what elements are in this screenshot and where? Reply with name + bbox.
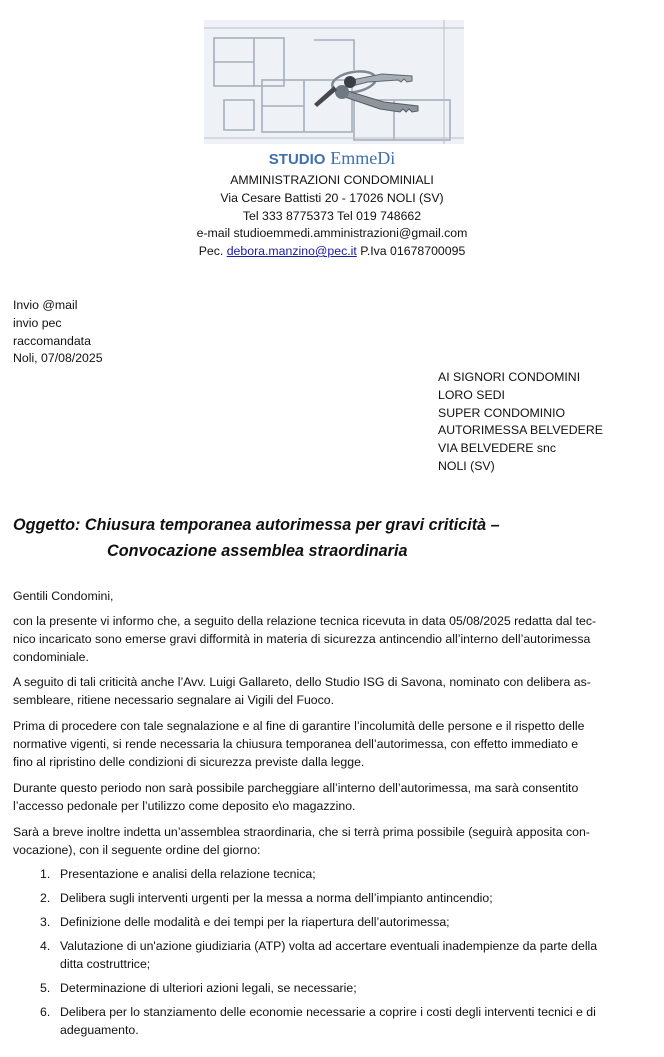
- subject-line: Convocazione assemblea straordinaria: [107, 542, 408, 560]
- agenda-item: [13, 914, 653, 932]
- body-paragraph: [13, 674, 653, 710]
- paragraph-line: l’accesso pedonale per l’utilizzo come deposito e\o magazzino.: [13, 798, 356, 813]
- greeting: Gentili Condomini,: [13, 589, 114, 603]
- recipient-line: VIA BELVEDERE snc: [438, 441, 557, 456]
- paragraph-line: nico incaricato sono emerse gravi difformità in materia di sicurezza antincendio all’interno dell’autorimessa: [13, 631, 591, 646]
- pec-email-link[interactable]: debora.manzino@pec.it: [226, 244, 357, 258]
- paragraph-line: Durante questo periodo non sarà possibile parcheggiare all’interno dell’autorimessa, ma sarà consentito: [13, 781, 579, 795]
- agenda-item: [13, 980, 653, 998]
- blueprint-keys-image: [204, 20, 464, 144]
- recipient-line: NOLI (SV): [438, 458, 495, 473]
- subject-line: Oggetto: Chiusura temporanea autorimessa per gravi criticità –: [13, 516, 500, 534]
- body-paragraph: [13, 718, 653, 771]
- paragraph-line: Sarà a breve inoltre indetta un’assemblea straordinaria, che si terrà prima possibile (seguirà apposita con-: [13, 825, 590, 839]
- studio-subtitle: AMMINISTRAZIONI CONDOMINIALI: [230, 173, 434, 187]
- studio-pec-line: [0, 243, 664, 261]
- paragraph-line: fino al ripristino delle condizioni di sicurezza previste dalla legge.: [13, 754, 365, 769]
- studio-name: [0, 147, 664, 171]
- paragraph-line: con la presente vi informo che, a seguito della relazione tecnica ricevuta in data 05/08/2025 redatta dal tec-: [13, 614, 597, 628]
- sending-line: Invio @mail: [13, 298, 78, 312]
- sending-line: invio pec: [13, 315, 62, 330]
- paragraph-line: A seguito di tali criticità anche l’Avv. Luigi Gallareto, dello Studio ISG di Savona, nominato con delibera as-: [13, 675, 591, 689]
- agenda-text: Delibera sugli interventi urgenti per la messa a norma dell’impianto antincendio;: [60, 890, 493, 905]
- recipient-line: SUPER CONDOMINIO: [438, 405, 566, 420]
- agenda-item: [13, 866, 653, 884]
- body-paragraph: [13, 780, 653, 816]
- recipient-line: AI SIGNORI CONDOMINI: [438, 370, 581, 384]
- agenda-number: 3.: [40, 914, 51, 929]
- sending-block: [13, 297, 103, 368]
- agenda-number: 6.: [40, 1004, 51, 1019]
- agenda-list: [13, 866, 653, 1046]
- agenda-text: Definizione delle modalità e dei tempi per la riapertura dell’autorimessa;: [60, 914, 450, 929]
- paragraph-line: normative vigenti, si rende necessaria la chiusura temporanea dell’autorimessa, con effetto immediato e: [13, 736, 579, 751]
- sending-line: raccomandata: [13, 333, 91, 348]
- recipient-line: LORO SEDI: [438, 387, 505, 402]
- agenda-text: Determinazione di ulteriori azioni legali, se necessarie;: [60, 980, 357, 995]
- agenda-text: Presentazione e analisi della relazione tecnica;: [60, 867, 316, 881]
- agenda-text: Delibera per lo stanziamento delle economie necessarie a coprire i costi degli interventi tecnici e di: [60, 1004, 596, 1019]
- agenda-number: 1.: [40, 867, 51, 881]
- agenda-item: [13, 890, 653, 908]
- recipient-line: AUTORIMESSA BELVEDERE: [438, 423, 603, 438]
- agenda-number: 2.: [40, 890, 51, 905]
- studio-address: Via Cesare Battisti 20 - 17026 NOLI (SV): [220, 191, 444, 205]
- paragraph-line: condominiale.: [13, 649, 89, 664]
- header-photo: [204, 20, 464, 144]
- paragraph-line: vocazione), con il seguente ordine del giorno:: [13, 842, 261, 857]
- studio-phones: Tel 333 8775373 Tel 019 748662: [242, 209, 422, 223]
- agenda-text: adeguamento.: [60, 1022, 139, 1037]
- body-paragraph: [13, 824, 653, 860]
- body-paragraph: [13, 613, 653, 666]
- agenda-number: 5.: [40, 980, 51, 995]
- letter-subject: [13, 512, 500, 564]
- agenda-text: ditta costruttrice;: [60, 956, 151, 971]
- studio-word: STUDIO: [268, 151, 326, 168]
- letter-date: Noli, 07/08/2025: [13, 351, 103, 366]
- agenda-text: Valutazione di un'azione giudiziaria (ATP) volta ad accertare eventuali inadempienze da parte della: [60, 938, 598, 953]
- agenda-item: [13, 1004, 653, 1040]
- pec-label: Pec.: [198, 244, 224, 258]
- studio-email: e-mail studioemmedi.amministrazioni@gmail.com: [196, 226, 468, 240]
- paragraph-line: sembleare, ritiene necessario segnalare ai Vigili del Fuoco.: [13, 692, 335, 707]
- paragraph-line: Prima di procedere con tale segnalazione e al fine di garantire l’incolumità delle persone e il rispetto delle: [13, 719, 585, 733]
- studio-brand: EmmeDi: [330, 148, 396, 168]
- agenda-number: 4.: [40, 938, 51, 953]
- agenda-item: [13, 938, 653, 974]
- piva: P.Iva 01678700095: [360, 244, 466, 258]
- recipient-block: [438, 369, 603, 476]
